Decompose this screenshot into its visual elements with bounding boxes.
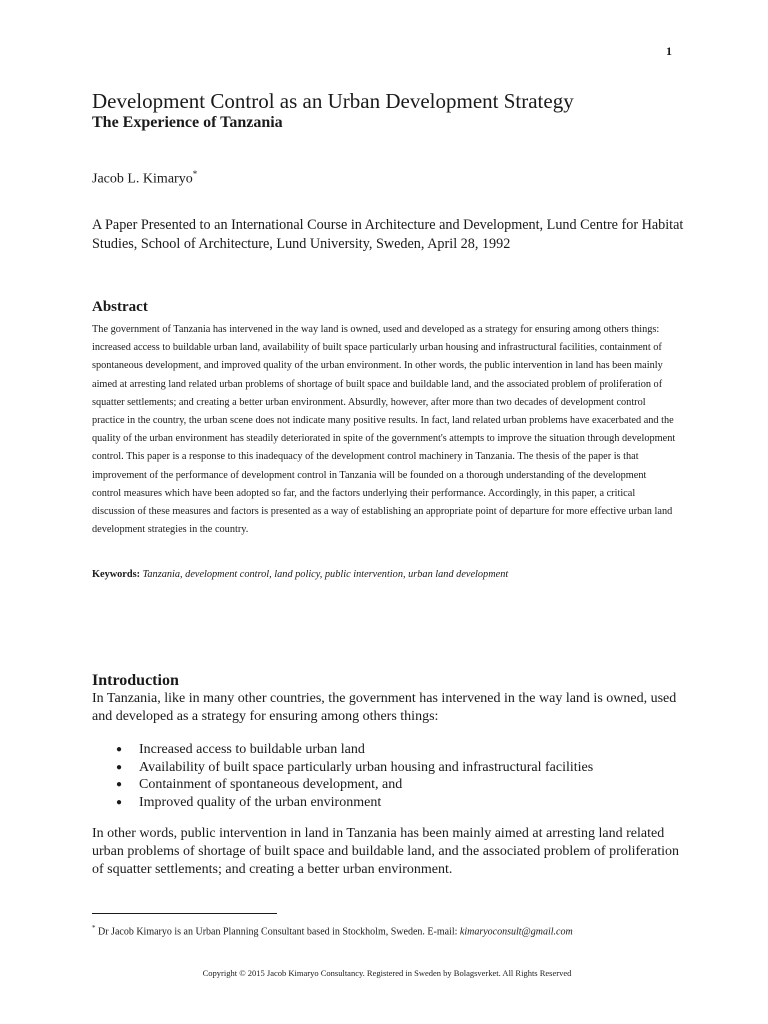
copyright-footer: Copyright © 2015 Jacob Kimaryo Consultancy. Registered in Sweden by Bolagsverket. All Rights Reserved (202, 968, 572, 978)
introduction-heading: Introduction (92, 672, 179, 689)
presentation-note: A Paper Presented to an International Course in Architecture and Development, Lund Centre for Habitat Studies, School of Architecture, Lund University, Sweden, April 28, 1992 (92, 217, 684, 252)
list-item (92, 776, 682, 794)
document-title: Development Control as an Urban Development Strategy (92, 89, 574, 113)
introduction-paragraph-2: In other words, public intervention in land in Tanzania has been mainly aimed at arresting land related urban problems of shortage of built space and buildable land, and the associated problem of proliferation of squatter settlements; and creating a better urban environment. (92, 826, 680, 877)
footnote-email-link[interactable]: kimaryoconsult@gmail.com (459, 926, 573, 938)
bullet-text: Containment of spontaneous development, and (139, 777, 403, 792)
author-line (92, 165, 197, 189)
document-subtitle: The Experience of Tanzania (92, 114, 283, 131)
footnote-text: Dr Jacob Kimaryo is an Urban Planning Consultant based in Stockholm, Sweden. E-mail: (98, 926, 460, 938)
abstract-heading: Abstract (92, 299, 148, 315)
list-item (92, 794, 682, 812)
bullet-text: Improved quality of the urban environment (139, 794, 382, 810)
abstract-body: The government of Tanzania has intervened in the way land is owned, used and developed as a strategy for ensuring among others things: increased access to buildable urban land, availability of built space particularly urban housing and infrastructural facilities, containment of spontaneous development, and improved quality of the urban environment. In other words, the public intervention in land has been mainly aimed at arresting land related urban problems of shortage of built space and buildable land, and the associated problem of proliferation of squatter settlements; and creating a better urban environment. Absurdly, however, after more than two decades of development control practice in the country, the urban scene does not indicate many positive results. In fact, land related urban problems have exacerbated and the quality of the urban environment has steadily deteriorated in spite of the government's attempts to improve the situation through development control. This paper is a response to this inadequacy of the development control machinery in Tanzania. The thesis of the paper is that improvement of the performance of development control in Tanzania will be founded on a thorough understanding of the development control measures which have been adopted so far, and the factors underlying their performance. Accordingly, in this paper, a critical discussion of these measures and factors is presented as a way of establishing an appropriate point of departure for more effective urban land development strategies in the country. (92, 324, 676, 536)
introduction-bullet-list (92, 741, 682, 811)
bullet-icon: ● (116, 796, 123, 808)
bullet-icon: ● (116, 744, 123, 755)
author-name: Jacob L. Kimaryo (92, 171, 193, 187)
bullet-icon: ● (116, 761, 123, 773)
list-item (92, 759, 682, 777)
footnote-marker: * (92, 924, 96, 932)
keywords-label: Keywords: (92, 569, 141, 580)
list-item (92, 741, 682, 759)
keywords-values: Tanzania, development control, land policy, public intervention, urban land development (142, 569, 509, 580)
page-number: 1 (666, 44, 672, 58)
introduction-paragraph-1: In Tanzania, like in many other countries, the government has intervened in the way land is owned, used and developed as a strategy for ensuring among others things: (92, 691, 677, 724)
footnote (92, 921, 682, 939)
bullet-icon: ● (116, 779, 123, 790)
bullet-text: Availability of built space particularly urban housing and infrastructural facilities (139, 759, 594, 775)
footnote-separator (92, 913, 277, 914)
keywords-line (92, 567, 678, 583)
bullet-text: Increased access to buildable urban land (139, 742, 365, 757)
author-footnote-marker: * (192, 169, 198, 179)
